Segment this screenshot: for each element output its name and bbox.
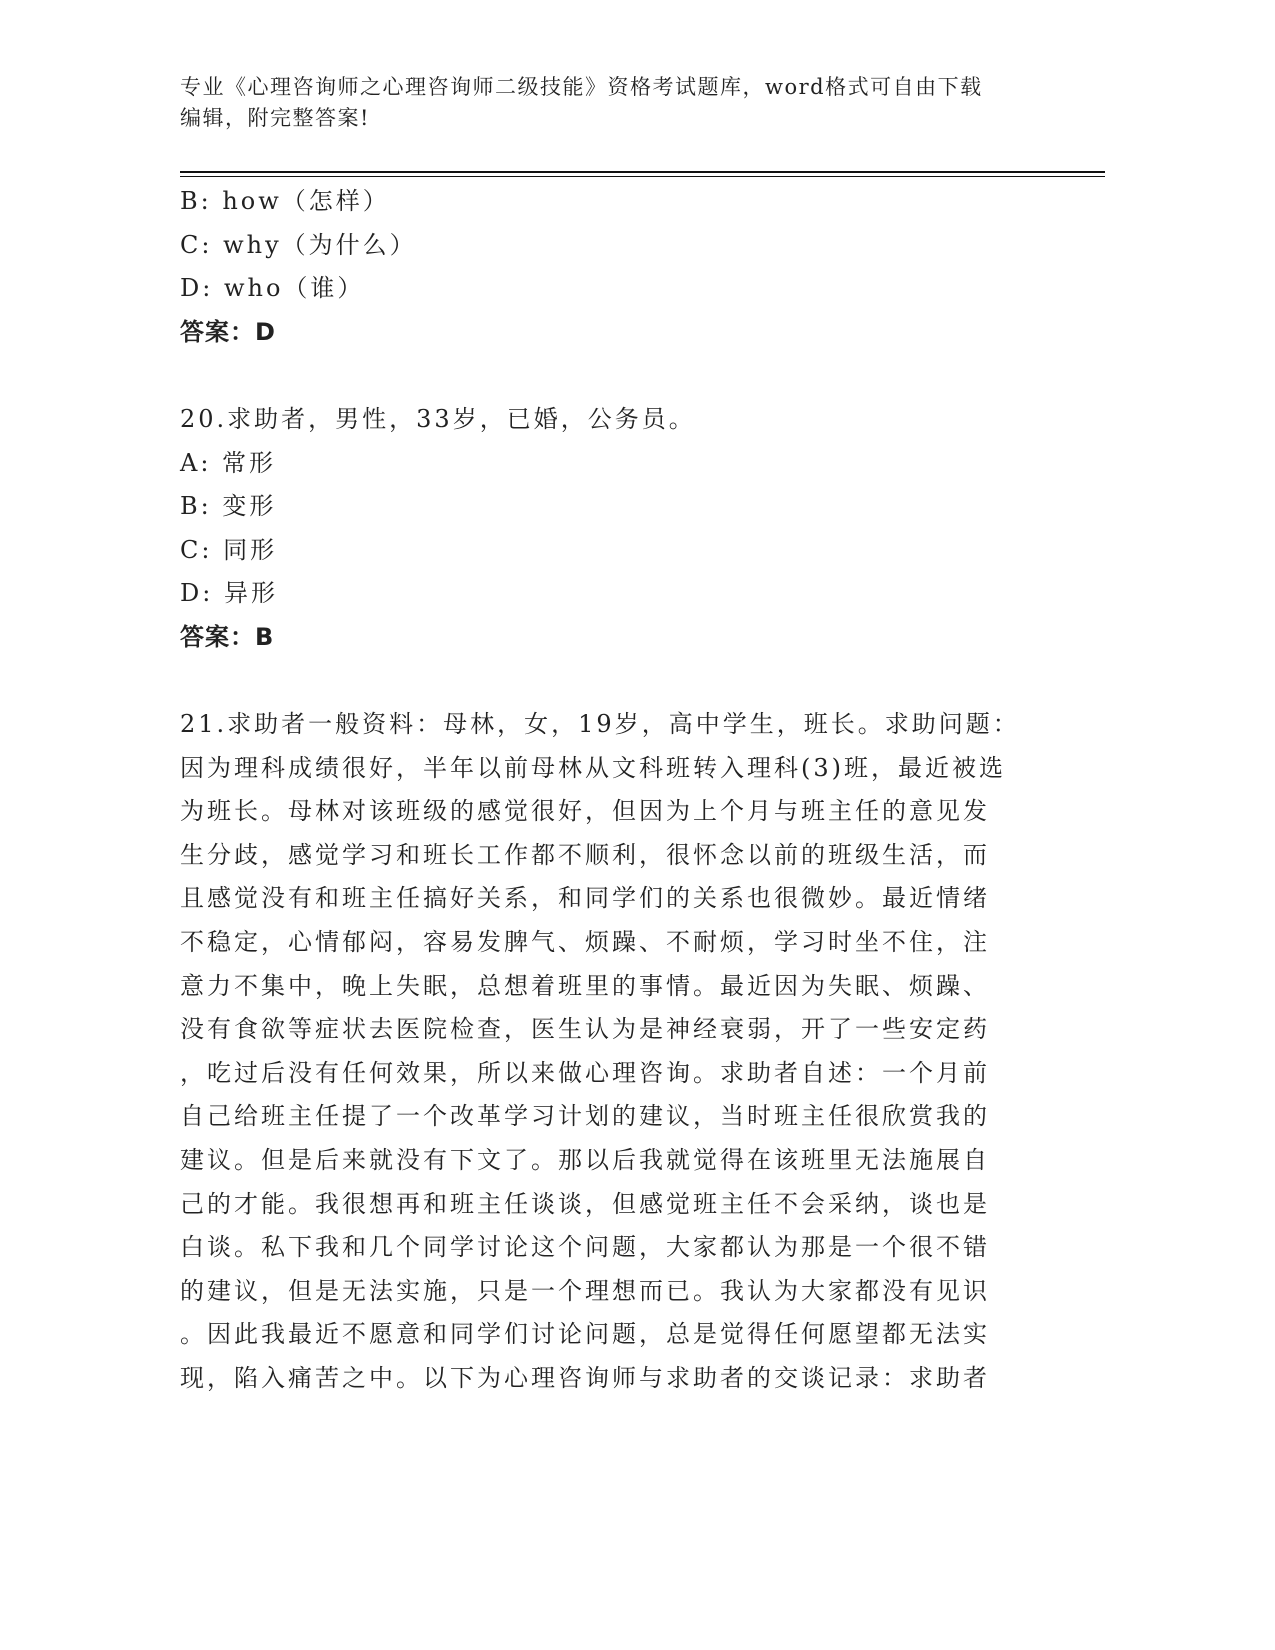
question-text-line: 的建议，但是无法实施，只是一个理想而已。我认为大家都没有见识	[180, 1276, 990, 1305]
question-text: 20.求助者，男性，33岁，已婚，公务员。	[180, 405, 696, 433]
question-text-line: 自己给班主任提了一个改革学习计划的建议，当时班主任很欣赏我的	[180, 1102, 990, 1131]
answer: 答案：B	[180, 622, 275, 651]
question-text-line: 白谈。私下我和几个同学讨论这个问题，大家都认为那是一个很不错	[180, 1233, 990, 1262]
header-divider-thin	[180, 176, 1105, 177]
option-c: C: why（为什么）	[180, 230, 417, 259]
question-text-line: 意力不集中，晚上失眠，总想着班里的事情。最近因为失眠、烦躁、	[180, 971, 990, 1000]
option-c: C: 同形	[180, 535, 278, 564]
question-text-line: 己的才能。我很想再和班主任谈谈，但感觉班主任不会采纳，谈也是	[180, 1189, 990, 1218]
option-a: A: 常形	[180, 448, 277, 477]
document-header	[180, 72, 983, 134]
question-text-line: 建议。但是后来就没有下文了。那以后我就觉得在该班里无法施展自	[180, 1145, 990, 1174]
question-text-line: ，吃过后没有任何效果，所以来做心理咨询。求助者自述：一个月前	[180, 1058, 990, 1087]
header-line: 编辑，附完整答案!	[180, 106, 370, 130]
header-divider-thick	[180, 171, 1105, 173]
option-b: B: how（怎样）	[180, 187, 390, 215]
header-line: 专业《心理咨询师之心理咨询师二级技能》资格考试题库，word格式可自由下载	[180, 75, 983, 99]
question-text-line: 不稳定，心情郁闷，容易发脾气、烦躁、不耐烦，学习时坐不住，注	[180, 927, 990, 956]
question-text-line: 生分歧，感觉学习和班长工作都不顺利，很怀念以前的班级生活，而	[180, 840, 990, 869]
answer: 答案：D	[180, 317, 276, 346]
question-text-line: 没有食欲等症状去医院检查，医生认为是神经衰弱，开了一些安定药	[180, 1015, 990, 1044]
option-d: D: who（谁）	[180, 274, 365, 303]
option-d: D: 异形	[180, 579, 278, 608]
question-text-line: 为班长。母林对该班级的感觉很好，但因为上个月与班主任的意见发	[180, 797, 990, 826]
question-text-line: 且感觉没有和班主任搞好关系，和同学们的关系也很微妙。最近情绪	[180, 884, 990, 913]
question-20	[180, 398, 696, 660]
question-19-tail	[180, 180, 417, 354]
question-text-line: 现，陷入痛苦之中。以下为心理咨询师与求助者的交谈记录：求助者	[180, 1363, 990, 1392]
option-b: B: 变形	[180, 492, 277, 521]
question-text-line: 21.求助者一般资料：母林，女，19岁，高中学生，班长。求助问题：	[180, 710, 1020, 738]
question-21	[180, 703, 1020, 1401]
question-text-line: 。因此我最近不愿意和同学们讨论问题，总是觉得任何愿望都无法实	[180, 1320, 990, 1349]
question-text-line: 因为理科成绩很好，半年以前母林从文科班转入理科(3)班，最近被选	[180, 753, 1006, 782]
